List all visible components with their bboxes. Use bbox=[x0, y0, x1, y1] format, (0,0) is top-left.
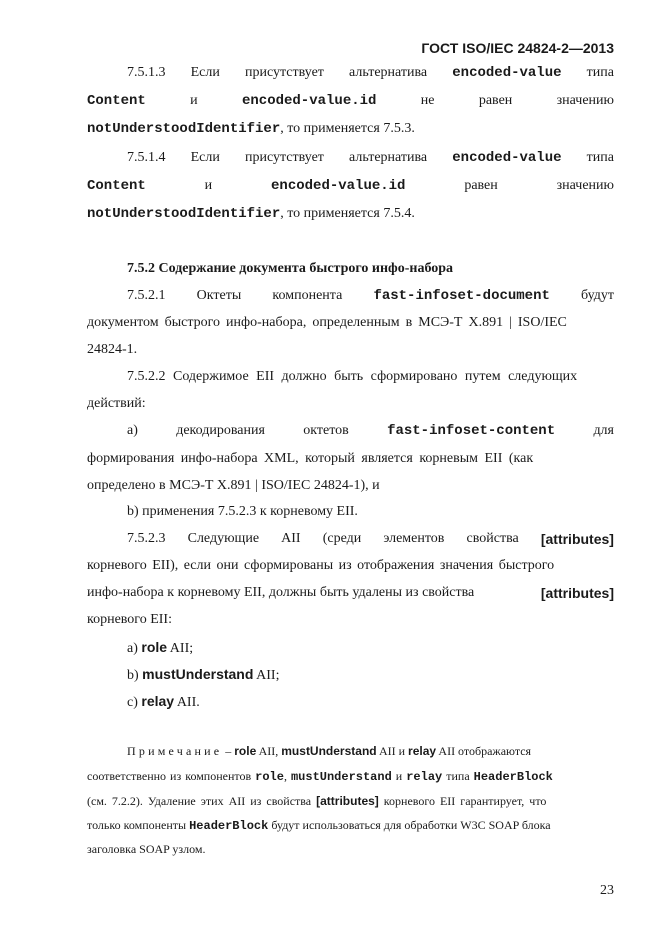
list-item-must-understand: b) mustUnderstand AII; bbox=[127, 666, 280, 683]
para-7523-line2: корневого EII), если они сформированы из отображения значения быстрого bbox=[87, 558, 555, 573]
note-label: Примечание bbox=[127, 744, 223, 758]
para-7513-line3: notUnderstoodIdentifier, то применяется 7.5.3. bbox=[87, 121, 415, 137]
para-7521-line1: 7.5.2.1 Октеты компонента fast-infoset-document будут bbox=[127, 288, 614, 304]
note-line3: (см. 7.2.2). Удаление этих AII из свойства [attributes] корневого EII гарантирует, что bbox=[87, 794, 547, 808]
para-7513-line1: 7.5.1.3 Если присутствует альтернатива encoded-value типа bbox=[127, 65, 614, 81]
para-7522-line1: 7.5.2.2 Содержимое EII должно быть сформировано путем следующих bbox=[127, 369, 578, 384]
section-heading: 7.5.2 Содержание документа быстрого инфо-набора bbox=[127, 261, 454, 276]
code-fast-infoset-content: fast-infoset-content bbox=[387, 423, 556, 439]
code-not-understood-identifier: notUnderstoodIdentifier bbox=[87, 121, 281, 137]
attributes-property: [attributes] bbox=[540, 531, 614, 547]
para-7513-line2: Content и encoded-value.id не равен значению bbox=[87, 93, 614, 109]
list-item-relay: c) relay AII. bbox=[127, 693, 200, 710]
para-7522-line2: действий: bbox=[87, 396, 146, 411]
item-a-line1: a) декодирования октетов fast-infoset-content для bbox=[127, 423, 614, 439]
document-header: ГОСТ ISO/IEC 24824-2—2013 bbox=[421, 40, 614, 56]
attributes-property: [attributes] bbox=[540, 585, 614, 601]
code-encoded-value: encoded-value bbox=[452, 150, 562, 166]
code-fast-infoset-document: fast-infoset-document bbox=[373, 288, 550, 304]
code-not-understood-identifier: notUnderstoodIdentifier bbox=[87, 206, 281, 222]
para-7514-line2: Content и encoded-value.id равен значению bbox=[87, 178, 614, 194]
code-encoded-value-id: encoded-value.id bbox=[242, 93, 377, 109]
note-line4: только компоненты HeaderBlock будут использоваться для обработки W3C SOAP блока bbox=[87, 818, 551, 833]
code-content: Content bbox=[87, 93, 146, 109]
note-line2: соответственно из компонентов role, mustUnderstand и relay типа HeaderBlock bbox=[87, 769, 553, 784]
para-7523-line1: 7.5.2.3 Следующие AII (среди элементов свойства [attributes] bbox=[127, 531, 614, 547]
item-a-line2: формирования инфо-набора XML, который является корневым EII (как bbox=[87, 451, 534, 466]
code-encoded-value-id: encoded-value.id bbox=[271, 178, 406, 194]
note-line5: заголовка SOAP узлом. bbox=[87, 842, 206, 856]
para-7523-line3: инфо-набора к корневому EII, должны быть удалены из свойства [attributes] bbox=[87, 585, 614, 601]
code-encoded-value: encoded-value bbox=[452, 65, 562, 81]
page-number: 23 bbox=[600, 883, 614, 898]
para-7523-line4: корневого EII: bbox=[87, 612, 172, 627]
para-7521-line3: 24824-1. bbox=[87, 342, 138, 357]
item-b: b) применения 7.5.2.3 к корневому EII. bbox=[127, 504, 358, 519]
para-7514-line3: notUnderstoodIdentifier, то применяется 7.5.4. bbox=[87, 206, 415, 222]
list-item-role: a) role AII; bbox=[127, 639, 194, 656]
para-7521-line2: документом быстрого инфо-набора, определенным в МСЭ-Т X.891 | ISO/IEC bbox=[87, 315, 567, 330]
item-a-line3: определено в МСЭ-Т X.891 | ISO/IEC 24824-1), и bbox=[87, 478, 380, 493]
code-content: Content bbox=[87, 178, 146, 194]
note-line1: Примечание – role AII, mustUnderstand AII и relay AII отображаются bbox=[127, 744, 532, 758]
para-7514-line1: 7.5.1.4 Если присутствует альтернатива encoded-value типа bbox=[127, 150, 614, 166]
